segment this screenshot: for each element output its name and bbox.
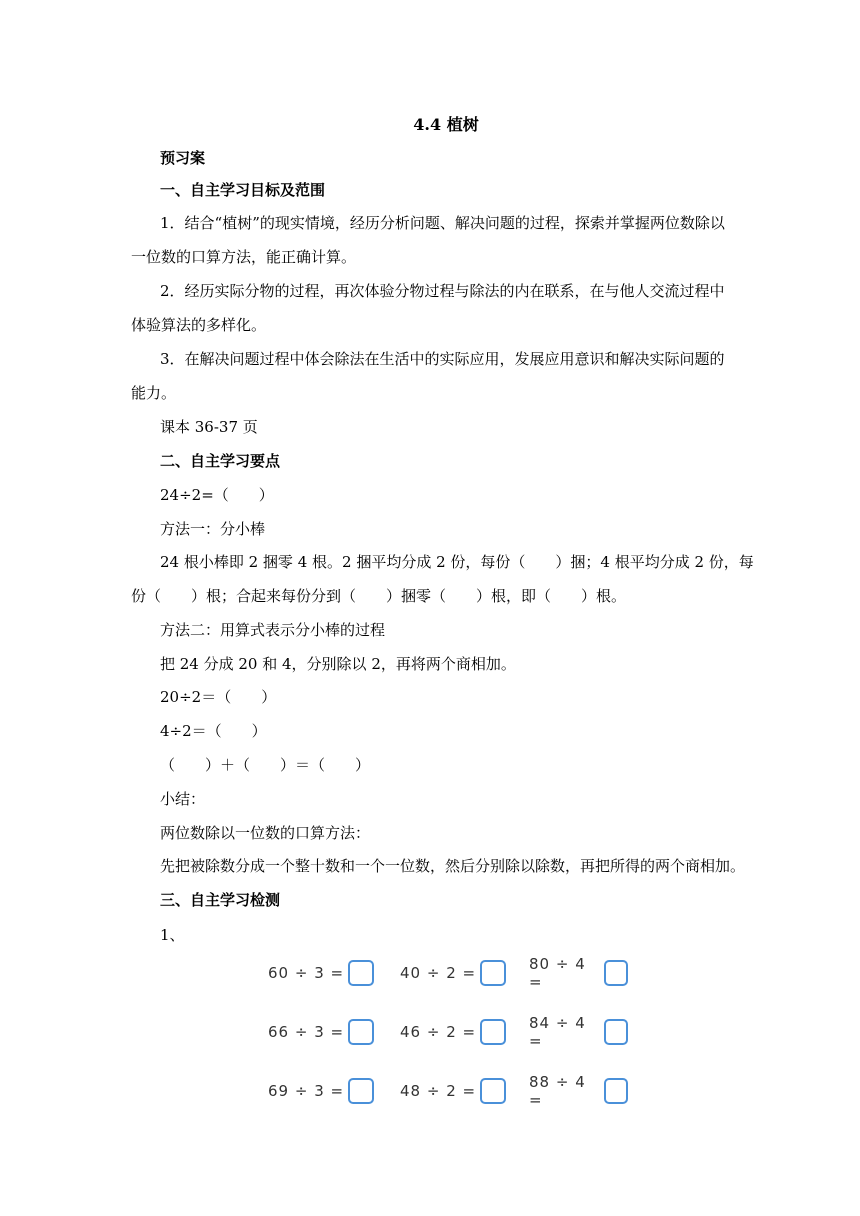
objective-3-line1: 3．在解决问题过程中体会除法在生活中的实际应用，发展应用意识和解决实际问题的 (160, 350, 725, 368)
exercise-item (529, 1016, 628, 1048)
summary-title: 两位数除以一位数的口算方法： (160, 824, 371, 842)
method1-line1: 24 根小棒即 2 捆零 4 根。2 捆平均分成 2 份，每份（ ）捆；4 根平均分成 2 份，每 (160, 553, 754, 571)
answer-box[interactable] (480, 1078, 506, 1104)
objective-2-line2: 体验算法的多样化。 (131, 316, 267, 334)
answer-box[interactable] (348, 1019, 374, 1045)
section1-heading: 一、自主学习目标及范围 (160, 181, 326, 199)
objective-3-line2: 能力。 (131, 384, 177, 402)
exercise-item (529, 1075, 628, 1107)
equation-text: 66 ÷ 3 = (268, 1023, 345, 1041)
exercise-item (400, 1016, 506, 1048)
equation-text: 46 ÷ 2 = (400, 1023, 477, 1041)
problem-statement: 24÷2=（ ） (160, 486, 274, 504)
question-1-label: 1、 (160, 926, 185, 944)
objective-1-line2: 一位数的口算方法，能正确计算。 (131, 248, 357, 266)
summary-label: 小结： (160, 790, 206, 808)
textbook-pages: 课本 36-37 页 (160, 418, 258, 436)
equation-text: 84 ÷ 4 = (529, 1014, 586, 1050)
answer-box[interactable] (348, 1078, 374, 1104)
answer-box[interactable] (480, 1019, 506, 1045)
exercise-item (400, 957, 506, 989)
equation-text: 48 ÷ 2 = (400, 1082, 477, 1100)
answer-box[interactable] (348, 960, 374, 986)
equation-text: 40 ÷ 2 = (400, 964, 477, 982)
section2-heading: 二、自主学习要点 (160, 452, 281, 470)
equation-text: 60 ÷ 3 = (268, 964, 345, 982)
method1-line2: 份（ ）根；合起来每份分到（ ）捆零（ ）根，即（ ）根。 (131, 587, 627, 605)
answer-box[interactable] (480, 960, 506, 986)
exercise-item (268, 1016, 374, 1048)
method2-description: 把 24 分成 20 和 4，分别除以 2，再将两个商相加。 (160, 655, 516, 673)
preview-label: 预习案 (160, 149, 206, 167)
objective-2-line1: 2．经历实际分物的过程，再次体验分物过程与除法的内在联系，在与他人交流过程中 (160, 282, 725, 300)
calc-3: （ ）＋（ ）＝（ ） (160, 756, 371, 774)
exercise-row (268, 1075, 628, 1107)
method2-title: 方法二：用算式表示分小棒的过程 (160, 621, 386, 639)
summary-text: 先把被除数分成一个整十数和一个一位数，然后分别除以除数，再把所得的两个商相加。 (160, 857, 746, 875)
answer-box[interactable] (604, 960, 628, 986)
equation-text: 80 ÷ 4 = (529, 955, 586, 991)
section3-heading: 三、自主学习检测 (160, 891, 281, 909)
calc-1: 20÷2＝（ ） (160, 688, 277, 706)
exercise-row (268, 1016, 628, 1048)
page-title: 4.4 植树 (413, 115, 479, 134)
answer-box[interactable] (604, 1078, 628, 1104)
exercise-item (400, 1075, 506, 1107)
calc-2: 4÷2＝（ ） (160, 722, 267, 740)
exercise-item (529, 957, 628, 989)
answer-box[interactable] (604, 1019, 628, 1045)
exercise-row (268, 957, 628, 989)
exercise-item (268, 957, 374, 989)
exercise-item (268, 1075, 374, 1107)
equation-text: 88 ÷ 4 = (529, 1073, 586, 1109)
method1-title: 方法一：分小棒 (160, 520, 266, 538)
equation-text: 69 ÷ 3 = (268, 1082, 345, 1100)
objective-1-line1: 1．结合“植树”的现实情境，经历分析问题、解决问题的过程，探索并掌握两位数除以 (160, 214, 725, 232)
